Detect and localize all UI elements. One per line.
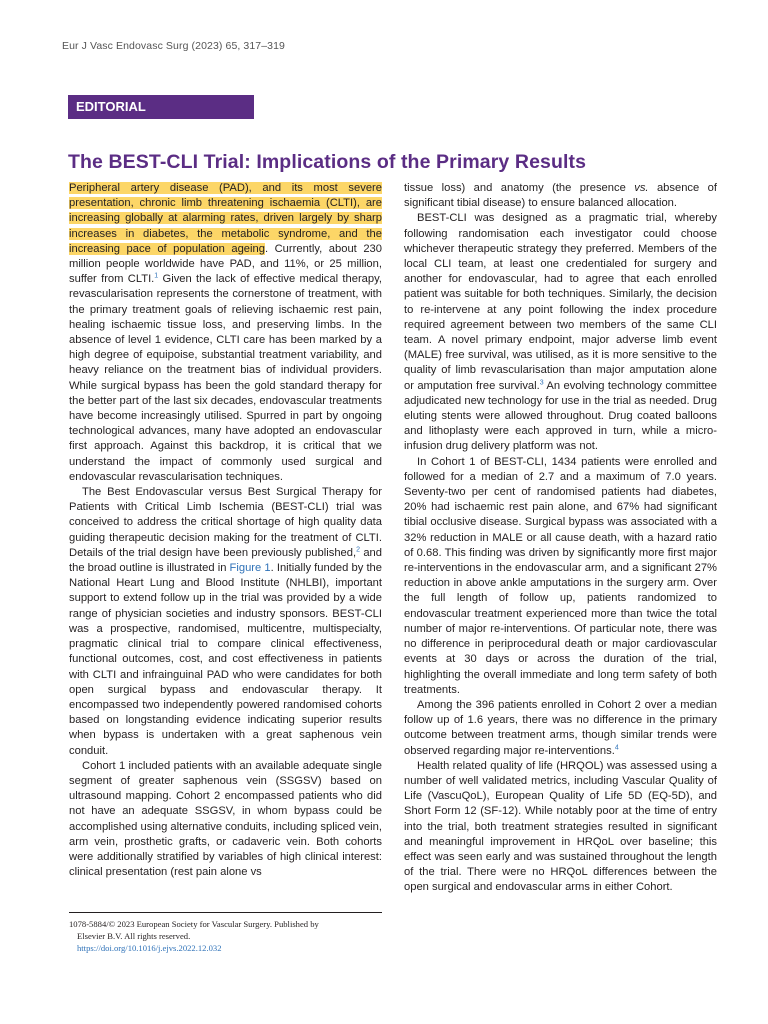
reference-link[interactable]: 4 <box>614 743 619 751</box>
text-run: Among the 396 patients enrolled in Cohort 2 over a median follow up of 1.6 years, there was no difference in the primary outcome between treatment arms, though similar trends were observed regarding major re-interventions. <box>404 698 717 757</box>
text-run: An evolving technology committee adjudicated new technology for use in the trial as needed. Drug eluting stents were allowed throughout. Drug coated balloons and lithoplasty were each approved in turn, while a micro-infusion drug delivery platform was not. <box>404 379 717 453</box>
reference-link[interactable]: 2 <box>356 546 361 554</box>
article-title: The BEST-CLI Trial: Implications of the Primary Results <box>68 151 587 174</box>
left-column <box>69 181 382 880</box>
figure-link[interactable]: Figure 1 <box>229 562 271 575</box>
paragraph-cohorts: Cohort 1 included patients with an available adequate single segment of greater saphenous vein (SSGSV) based on ultrasound mapping. Cohort 2 encompassed patients who did not have an adequate SSGSV, in whom bypass could be accomplished using alternative conduits, including spliced vein, arm vein, prosthetic grafts, or cadaveric vein. Both cohorts were additionally stratified by variables of high clinical interest: clinical presentation (rest pain alone vs <box>69 759 382 879</box>
copyright-line: 1078-5884/© 2023 European Society for Vascular Surgery. Published by <box>69 919 319 929</box>
section-label: EDITORIAL <box>68 95 254 119</box>
paragraph-cohort2-results <box>404 698 717 759</box>
paragraph-trial-design <box>69 485 382 759</box>
paragraph-intro <box>69 181 382 485</box>
journal-reference: Eur J Vasc Endovasc Surg (2023) 65, 317–319 <box>62 40 285 52</box>
doi-link[interactable]: https://doi.org/10.1016/j.ejvs.2022.12.032 <box>77 943 222 953</box>
text-run: Given the lack of effective medical therapy, revascularisation represents the cornerstone of treatment, with the primary treatment goals of relieving ischaemic rest pain, healing ischaemic tissue loss, and preserving limbs. In the absence of level 1 evidence, CLTI care has been marked by a high degree of equipoise, substantial treatment variability, and heavy reliance on the treatment bias of individual providers. While surgical bypass has been the gold standard therapy for the better part of the last six decades, endovascular treatments have become increasingly utilised. Spurred in part by ongoing technological advances, many have adopted an endovascular first approach. Against this backdrop, it is critical that we understand the impact of commonly used surgical and endovascular revascularisation techniques. <box>69 273 382 483</box>
rights-line: Elsevier B.V. All rights reserved. <box>77 931 191 941</box>
text-run: . Initially funded by the National Heart Lung and Blood Institute (NHLBI), important support to extend follow up in the trial was provided by a wide range of physician societies and industry sponsors. BEST-CLI was a prospective, randomised, multicentre, multispecialty, pragmatic clinical trial to compare clinical effectiveness, functional outcomes, cost, and cost effectiveness in patients with CLTI and infrainguinal PAD who were candidates for both open surgical bypass and endovascular therapy. It encompassed two independently powered randomised cohorts based on longstanding evidence indicating superior results when bypass is undertaken with a great saphenous vein conduit. <box>69 562 382 757</box>
text-run-italic: vs. <box>634 182 649 194</box>
text-run: absence of significant tibial disease) to ensure balanced allocation. <box>404 182 717 210</box>
paragraph-pragmatic-design <box>404 211 717 454</box>
text-run: BEST-CLI was designed as a pragmatic trial, whereby following randomisation each investigator could choose whichever therapeutic strategy they preferred. Members of the local CLI team, at least one credentialed for surgery and another for endovascular, had to agree that each enrolled patient was suitable for both techniques. Similarly, the decision to re-intervene at any point following the index procedure required agreement between two members of the same CLI team. A novel primary endpoint, major adverse limb event (MALE) free survival, was utilised, as it is more sensitive to the quality of limb revascularisation than major amputation alone or amputation free survival. <box>404 212 717 392</box>
paragraph-quality-of-life: Health related quality of life (HRQOL) was assessed using a number of well validated metrics, including Vascular Quality of Life (VascuQoL), European Quality of Life 5D (EQ-5D), and Short Form 12 (SF-12). While notably poor at the time of entry into the trial, both treatment strategies resulted in significant and meaningful improvement in HRQoL over baseline; this effect was seen early and was sustained throughout the length of the trial. There were no HRQoL differences between the open surgical and endovascular arms in either Cohort. <box>404 759 717 894</box>
right-column <box>404 181 717 896</box>
reference-link[interactable]: 3 <box>539 378 544 386</box>
paragraph-cohort1-results: In Cohort 1 of BEST-CLI, 1434 patients were enrolled and followed for a median of 2.7 and a maximum of 7.0 years. Seventy-two per cent of randomised patients had diabetes, 20% had ischaemic rest pain alone, and 67% had significant tibial occlusive disease. Surgical bypass was associated with a 32% reduction in MALE or all cause death, with a hazard ratio of 0.68. This finding was driven by significantly more first major re-interventions in the endovascular arm, and a significant 27% reduction in above ankle amputations in the surgery arm. Over the full length of follow up, patients randomized to endovascular treatment experienced more than twice the total number of major re-interventions. Of particular note, there was no difference in periprocedural death or major cardiovascular events at 30 days or across the duration of the trial, highlighting the overall immediate and long term safety of both treatments. <box>404 455 717 696</box>
text-run: tissue loss) and anatomy (the presence <box>404 182 635 194</box>
text-run: . Currently, about 230 million people worldwide have PAD, and 11%, or 25 million, suffer from CLTI. <box>69 242 382 286</box>
text-run: and the broad outline is illustrated in <box>69 546 382 575</box>
highlighted-text[interactable]: Peripheral artery disease (PAD), and its most severe presentation, chronic limb threatening ischaemia (CLTI), are increasing globally at alarming rates, driven largely by sharp increases in diabetes, the metabolic syndrome, and the increasing pace of population ageing <box>69 182 382 255</box>
text-run: The Best Endovascular versus Best Surgical Therapy for Patients with Critical Limb Ischemia (BEST-CLI) trial was conceived to address the critical shortage of high quality data guiding therapeutic decision making for the treatment of CLTI. Details of the trial design have been previously published, <box>69 486 382 559</box>
reference-link[interactable]: 1 <box>154 272 159 280</box>
copyright-footnote <box>69 912 382 954</box>
paragraph-allocation <box>404 181 717 211</box>
